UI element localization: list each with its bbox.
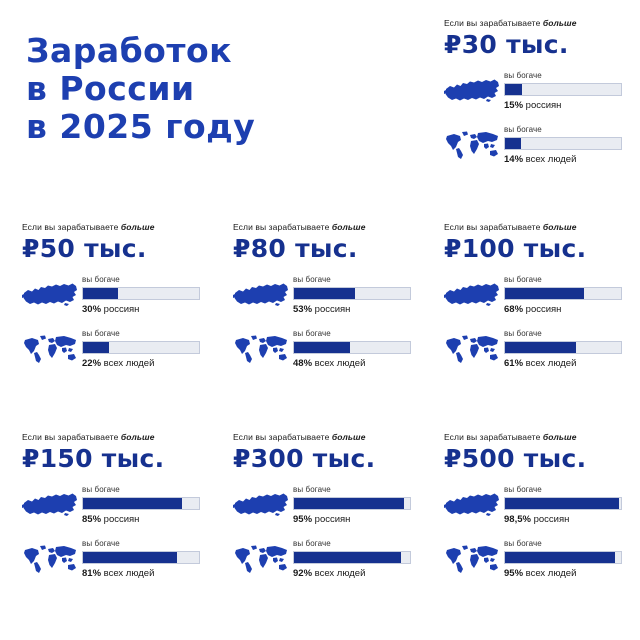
title-line-3: в 2025 году: [26, 107, 256, 146]
bar-label: вы богаче: [82, 485, 120, 494]
bar-label: вы богаче: [504, 539, 542, 548]
bar-caption: [82, 514, 212, 525]
world-map-icon: [22, 334, 78, 364]
progress-bar-track: [82, 497, 200, 510]
russia-map-icon: [444, 280, 500, 310]
world-map-icon-wrap: [233, 334, 291, 364]
bar-caption: [82, 358, 212, 369]
percent-value: 48%: [293, 358, 313, 369]
card-subtitle: [22, 432, 212, 442]
card-subtitle: [444, 18, 634, 28]
percent-suffix: всех людей: [523, 358, 577, 369]
bar-column: [502, 71, 634, 111]
bar-column: [502, 485, 634, 525]
bar-column: [502, 275, 634, 315]
progress-bar-track: [504, 83, 622, 96]
percent-suffix: всех людей: [523, 154, 577, 165]
bar-column: [80, 539, 212, 579]
progress-bar-fill: [505, 498, 619, 509]
percent-value: 14%: [504, 154, 524, 165]
bar-column: [291, 329, 423, 369]
russia-map-icon: [22, 280, 78, 310]
stat-row-world: [22, 539, 212, 579]
stat-row-russia: [233, 485, 423, 525]
card-subtitle-emphasis: больше: [331, 432, 366, 442]
russia-map-icon: [444, 490, 500, 520]
bar-label: вы богаче: [293, 539, 331, 548]
card-subtitle-prefix: Если вы зарабатываете: [22, 222, 121, 232]
percent-value: 85%: [82, 514, 102, 525]
income-card-cell-80: [233, 222, 423, 383]
progress-bar-track: [504, 137, 622, 150]
bar-caption: [293, 514, 423, 525]
bar-caption: [82, 304, 212, 315]
russia-map-icon-wrap: [22, 280, 80, 310]
russia-map-icon-wrap: [233, 280, 291, 310]
bar-column: [80, 275, 212, 315]
percent-suffix: россиян: [312, 514, 351, 525]
income-card-cell-100: [444, 222, 634, 383]
bar-caption: [504, 358, 634, 369]
world-map-icon-wrap: [444, 130, 502, 160]
world-map-icon: [444, 130, 500, 160]
card-subtitle-prefix: Если вы зарабатываете: [444, 18, 543, 28]
progress-bar-track: [504, 341, 622, 354]
card-subtitle-prefix: Если вы зарабатываете: [444, 432, 543, 442]
world-map-icon-wrap: [22, 334, 80, 364]
progress-bar-track: [82, 551, 200, 564]
card-subtitle-emphasis: больше: [542, 432, 577, 442]
card-subtitle-emphasis: больше: [120, 432, 155, 442]
bar-column: [291, 539, 423, 579]
bar-label: вы богаче: [293, 329, 331, 338]
percent-value: 98,5%: [504, 514, 531, 525]
stat-row-world: [444, 329, 634, 369]
bar-label: вы богаче: [293, 485, 331, 494]
bar-caption: [293, 568, 423, 579]
stat-row-world: [233, 539, 423, 579]
progress-bar-fill: [505, 288, 584, 299]
bar-caption: [504, 100, 634, 111]
progress-bar-fill: [83, 552, 177, 563]
world-map-icon-wrap: [444, 544, 502, 574]
world-map-icon: [444, 334, 500, 364]
percent-value: 95%: [504, 568, 524, 579]
progress-bar-track: [82, 287, 200, 300]
russia-map-icon-wrap: [444, 76, 502, 106]
progress-bar-fill: [83, 498, 182, 509]
world-map-icon-wrap: [233, 544, 291, 574]
card-amount: ₽500 тыс.: [444, 444, 587, 473]
bar-column: [502, 125, 634, 165]
progress-bar-fill: [505, 84, 522, 95]
card-amount: ₽80 тыс.: [233, 234, 358, 263]
card-subtitle: [444, 432, 634, 442]
bar-label: вы богаче: [504, 275, 542, 284]
card-subtitle-prefix: Если вы зарабатываете: [233, 432, 332, 442]
russia-map-icon: [233, 280, 289, 310]
card-amount: ₽100 тыс.: [444, 234, 587, 263]
progress-bar-fill: [294, 342, 350, 353]
russia-map-icon-wrap: [22, 490, 80, 520]
progress-bar-track: [293, 287, 411, 300]
world-map-icon: [22, 544, 78, 574]
card-subtitle-emphasis: больше: [120, 222, 155, 232]
bar-label: вы богаче: [504, 125, 542, 134]
card-subtitle-prefix: Если вы зарабатываете: [444, 222, 543, 232]
income-card-cell-50: [22, 222, 212, 383]
card-amount: ₽30 тыс.: [444, 30, 569, 59]
stat-row-world: [444, 539, 634, 579]
percent-value: 15%: [504, 100, 524, 111]
percent-suffix: всех людей: [312, 358, 366, 369]
percent-suffix: россиян: [523, 100, 562, 111]
bar-caption: [504, 154, 634, 165]
stat-row-russia: [22, 485, 212, 525]
russia-map-icon-wrap: [233, 490, 291, 520]
bar-caption: [504, 304, 634, 315]
bar-label: вы богаче: [82, 329, 120, 338]
card-subtitle-prefix: Если вы зарабатываете: [233, 222, 332, 232]
card-subtitle: [233, 222, 423, 232]
card-subtitle: [233, 432, 423, 442]
percent-suffix: всех людей: [101, 568, 155, 579]
card-subtitle: [444, 222, 634, 232]
stat-row-russia: [444, 485, 634, 525]
stat-row-world: [22, 329, 212, 369]
stat-row-russia: [22, 275, 212, 315]
progress-bar-track: [293, 341, 411, 354]
stat-row-world: [233, 329, 423, 369]
percent-suffix: россиян: [101, 304, 140, 315]
progress-bar-fill: [83, 342, 109, 353]
percent-value: 68%: [504, 304, 524, 315]
card-amount: ₽150 тыс.: [22, 444, 165, 473]
percent-suffix: всех людей: [312, 568, 366, 579]
progress-bar-fill: [294, 552, 401, 563]
world-map-icon: [233, 544, 289, 574]
percent-suffix: россиян: [312, 304, 351, 315]
world-map-icon: [444, 544, 500, 574]
bar-column: [80, 485, 212, 525]
progress-bar-fill: [294, 498, 404, 509]
bar-label: вы богаче: [82, 539, 120, 548]
percent-value: 22%: [82, 358, 102, 369]
percent-value: 92%: [293, 568, 313, 579]
bar-column: [502, 539, 634, 579]
title-line-2: в России: [26, 69, 195, 108]
percent-value: 95%: [293, 514, 313, 525]
bar-label: вы богаче: [82, 275, 120, 284]
page-title: [26, 32, 326, 146]
russia-map-icon: [444, 76, 500, 106]
bar-caption: [82, 568, 212, 579]
progress-bar-track: [504, 497, 622, 510]
bar-column: [80, 329, 212, 369]
income-card-cell-300: [233, 432, 423, 593]
bar-caption: [293, 358, 423, 369]
progress-bar-fill: [505, 552, 615, 563]
progress-bar-fill: [505, 138, 521, 149]
bar-caption: [504, 514, 634, 525]
bar-column: [291, 275, 423, 315]
card-subtitle-emphasis: больше: [542, 18, 577, 28]
bar-label: вы богаче: [504, 485, 542, 494]
percent-value: 53%: [293, 304, 313, 315]
bar-label: вы богаче: [504, 329, 542, 338]
percent-suffix: всех людей: [101, 358, 155, 369]
income-card-cell-150: [22, 432, 212, 593]
progress-bar-track: [82, 341, 200, 354]
percent-suffix: всех людей: [523, 568, 577, 579]
russia-map-icon: [22, 490, 78, 520]
title-line-1: Заработок: [26, 31, 233, 70]
card-amount: ₽300 тыс.: [233, 444, 376, 473]
percent-suffix: россиян: [523, 304, 562, 315]
world-map-icon: [233, 334, 289, 364]
progress-bar-track: [293, 551, 411, 564]
bar-caption: [293, 304, 423, 315]
progress-bar-track: [293, 497, 411, 510]
bar-column: [291, 485, 423, 525]
world-map-icon-wrap: [444, 334, 502, 364]
bar-label: вы богаче: [504, 71, 542, 80]
progress-bar-track: [504, 551, 622, 564]
russia-map-icon-wrap: [444, 490, 502, 520]
russia-map-icon-wrap: [444, 280, 502, 310]
progress-bar-fill: [83, 288, 118, 299]
bar-caption: [504, 568, 634, 579]
income-card-cell-30: [444, 18, 634, 179]
card-subtitle-emphasis: больше: [542, 222, 577, 232]
russia-map-icon: [233, 490, 289, 520]
world-map-icon-wrap: [22, 544, 80, 574]
card-subtitle-emphasis: больше: [331, 222, 366, 232]
progress-bar-track: [504, 287, 622, 300]
stat-row-russia: [444, 275, 634, 315]
percent-value: 30%: [82, 304, 102, 315]
card-amount: ₽50 тыс.: [22, 234, 147, 263]
stat-row-russia: [444, 71, 634, 111]
stat-row-russia: [233, 275, 423, 315]
percent-value: 61%: [504, 358, 524, 369]
income-card-cell-500: [444, 432, 634, 593]
bar-column: [502, 329, 634, 369]
card-subtitle: [22, 222, 212, 232]
bar-label: вы богаче: [293, 275, 331, 284]
percent-suffix: россиян: [530, 514, 570, 525]
card-subtitle-prefix: Если вы зарабатываете: [22, 432, 121, 442]
progress-bar-fill: [294, 288, 355, 299]
percent-value: 81%: [82, 568, 102, 579]
percent-suffix: россиян: [101, 514, 140, 525]
stat-row-world: [444, 125, 634, 165]
progress-bar-fill: [505, 342, 576, 353]
